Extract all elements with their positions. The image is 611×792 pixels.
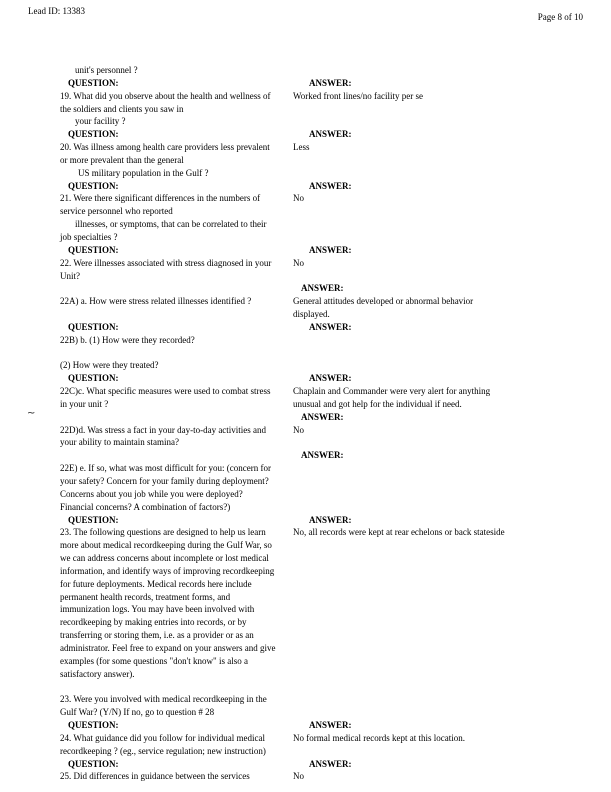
question-label: QUESTION: — [68, 720, 119, 731]
answer-text — [293, 668, 611, 681]
question-text: for future deployments. Medical records here include — [60, 578, 252, 589]
question-text: or more prevalent than the general — [60, 154, 184, 165]
question-label: QUESTION: — [68, 77, 119, 88]
answer-text — [293, 462, 611, 475]
qa-row — [0, 347, 611, 360]
answer-text: No — [293, 193, 304, 204]
question-text — [60, 282, 291, 295]
answer-text — [293, 565, 611, 578]
question-text: (2) How were they treated? — [60, 360, 159, 371]
answer-text — [293, 629, 611, 642]
question-text: 23. Were you involved with medical recordkeeping in the — [60, 694, 267, 705]
qa-row — [0, 334, 611, 347]
answer-label: ANSWER: — [309, 244, 352, 255]
qa-row — [0, 758, 611, 771]
qa-row — [0, 90, 611, 103]
question-label: QUESTION: — [68, 129, 119, 140]
qa-row — [0, 565, 611, 578]
answer-text — [293, 539, 611, 552]
question-text: service personnel who reported — [60, 206, 173, 217]
qa-row — [0, 103, 611, 116]
question-text: recordkeeping ? (eg., service regulation; new instruction) — [60, 745, 266, 756]
qa-row — [0, 398, 611, 411]
answer-text — [293, 334, 611, 347]
question-text: 25. Did differences in guidance between the services — [60, 771, 250, 782]
answer-label: ANSWER: — [309, 373, 352, 384]
page-number: Page 8 of 10 — [537, 12, 583, 22]
question-label: QUESTION: — [68, 758, 119, 769]
qa-row — [0, 359, 611, 372]
question-text: 22. Were illnesses associated with stress diagnosed in your — [60, 257, 272, 268]
answer-label: ANSWER: — [309, 758, 352, 769]
qa-row — [0, 436, 611, 449]
answer-text: displayed. — [293, 309, 330, 320]
answer-text: No — [293, 257, 304, 268]
answer-text — [293, 642, 611, 655]
qa-row — [0, 462, 611, 475]
answer-text — [293, 681, 611, 694]
qa-row — [0, 407, 611, 424]
answer-text: No — [293, 424, 304, 435]
answer-text — [293, 488, 611, 501]
answer-text: No formal medical records kept at this location. — [293, 732, 465, 743]
qa-row — [0, 385, 611, 398]
answer-label: ANSWER: — [309, 720, 352, 731]
question-text: the soldiers and clients you saw in — [60, 103, 184, 114]
qa-row — [0, 488, 611, 501]
qa-row — [0, 719, 611, 732]
question-text: we can address concerns about incomplete or lost medical — [60, 553, 269, 564]
question-text: examples (for some questions "don't know" is also a — [60, 655, 248, 666]
qa-row — [0, 578, 611, 591]
lead-id: Lead ID: 13383 — [28, 6, 85, 16]
qa-row — [0, 77, 611, 90]
answer-text: unusual and got help for the individual if need. — [293, 398, 462, 409]
question-text: unit's personnel ? — [75, 65, 138, 75]
question-label: QUESTION: — [68, 373, 119, 384]
qa-row — [0, 591, 611, 604]
answer-text — [308, 115, 611, 128]
answer-text — [293, 359, 611, 372]
answer-label: ANSWER: — [309, 321, 352, 332]
qa-row — [0, 308, 611, 321]
answer-text — [293, 603, 611, 616]
answer-text — [293, 706, 611, 719]
question-text: 22D)d. Was stress a fact in your day-to-day activities and — [60, 424, 267, 435]
qa-row — [0, 372, 611, 385]
qa-row — [0, 552, 611, 565]
question-label: QUESTION: — [68, 321, 119, 332]
question-text: US military population in the Gulf ? — [78, 167, 209, 178]
question-text: Concerns about you job while you were deployed? — [60, 488, 243, 499]
answer-text — [293, 745, 611, 758]
qa-row — [0, 218, 611, 231]
qa-row — [0, 539, 611, 552]
qa-row — [0, 424, 611, 437]
answer-text — [293, 103, 611, 116]
qa-row — [0, 180, 611, 193]
answer-text: No — [293, 771, 304, 782]
answer-label: ANSWER: — [301, 411, 344, 422]
answer-text — [308, 64, 611, 77]
qa-row — [0, 244, 611, 257]
answer-text — [293, 616, 611, 629]
question-text — [60, 411, 291, 424]
qa-row — [0, 501, 611, 514]
qa-row — [0, 154, 611, 167]
question-text — [60, 681, 291, 694]
answer-text — [293, 655, 611, 668]
qa-row — [0, 526, 611, 539]
question-text: 21. Were there significant differences in the numbers of — [60, 193, 261, 204]
qa-row — [0, 231, 611, 244]
answer-text — [293, 205, 611, 218]
question-text: 24. What guidance did you follow for individual medical — [60, 732, 266, 743]
qa-row — [0, 449, 611, 462]
question-text — [60, 347, 291, 360]
answer-label: ANSWER: — [309, 77, 352, 88]
question-text: in your unit ? — [60, 398, 109, 409]
question-text: transferring or storing them, i.e. as a provider or as an — [60, 630, 254, 641]
qa-row — [0, 668, 611, 681]
answer-text — [311, 167, 611, 180]
question-text: 22E) e. If so, what was most difficult for you: (concern for — [60, 463, 272, 474]
question-text: 23. The following questions are designed to help us learn — [60, 527, 266, 538]
answer-text: Less — [293, 142, 310, 153]
question-text: Unit? — [60, 270, 80, 281]
question-text: Financial concerns? A combination of factors?) — [60, 501, 231, 512]
answer-text: Chaplain and Commander were very alert for anything — [293, 386, 491, 397]
qa-row — [0, 681, 611, 694]
question-text: recordkeeping by making entries into records, or by — [60, 617, 247, 628]
qa-row — [0, 732, 611, 745]
answer-text — [308, 218, 611, 231]
qa-row — [0, 745, 611, 758]
qa-row — [0, 475, 611, 488]
question-text: 20. Was illness among health care providers less prevalent — [60, 142, 270, 153]
answer-label: ANSWER: — [301, 283, 344, 294]
answer-text: Worked front lines/no facility per se — [293, 90, 423, 101]
answer-text — [293, 693, 611, 706]
qa-row — [0, 603, 611, 616]
question-text: 22B) b. (1) How were they recorded? — [60, 334, 195, 345]
question-text — [60, 449, 291, 462]
qa-row — [0, 141, 611, 154]
question-label: QUESTION: — [68, 244, 119, 255]
answer-text — [293, 436, 611, 449]
answer-text — [293, 154, 611, 167]
answer-label: ANSWER: — [309, 129, 352, 140]
question-text: 19. What did you observe about the health and wellness of — [60, 90, 271, 101]
answer-label: ANSWER: — [301, 450, 344, 461]
question-text: job specialties ? — [60, 231, 118, 242]
question-text: your ability to maintain stamina? — [60, 437, 179, 448]
qa-row — [0, 64, 611, 77]
answer-text — [293, 591, 611, 604]
qa-row — [0, 693, 611, 706]
answer-text — [293, 270, 611, 283]
answer-text — [293, 501, 611, 514]
qa-rows — [0, 64, 611, 783]
qa-row — [0, 270, 611, 283]
question-text: Gulf War? (Y/N) If no, go to question # 28 — [60, 707, 215, 718]
qa-row — [0, 167, 611, 180]
qa-row — [0, 192, 611, 205]
qa-row — [0, 616, 611, 629]
question-text: immunization logs. You may have been involved with — [60, 604, 255, 615]
question-text: satisfactory answer). — [60, 668, 135, 679]
answer-text: General attitudes developed or abnormal behavior — [293, 296, 474, 307]
question-text: information, and identify ways of improving recordkeeping — [60, 565, 275, 576]
question-label: QUESTION: — [68, 514, 119, 525]
question-text: 22C)c. What specific measures were used to combat stress — [60, 386, 271, 397]
qa-row — [0, 629, 611, 642]
answer-text — [293, 231, 611, 244]
question-text — [60, 308, 291, 321]
answer-text — [293, 475, 611, 488]
question-text: administrator. Feel free to expand on your answers and give — [60, 642, 276, 653]
qa-row — [0, 655, 611, 668]
question-text: your safety? Concern for your family during deployment? — [60, 476, 269, 486]
handwritten-mark: ~ — [27, 407, 36, 419]
qa-row — [0, 642, 611, 655]
answer-label: ANSWER: — [309, 180, 352, 191]
question-text: illnesses, or symptoms, that can be correlated to their — [75, 219, 267, 230]
question-text: permanent health records, treatment forms, and — [60, 591, 231, 602]
answer-text — [293, 552, 611, 565]
question-text: 22A) a. How were stress related illnesses identified ? — [60, 296, 252, 307]
question-text: your facility ? — [75, 116, 126, 127]
qa-row — [0, 295, 611, 308]
qa-row — [0, 257, 611, 270]
qa-row — [0, 128, 611, 141]
answer-text: No, all records were kept at rear echelons or back stateside — [293, 527, 505, 538]
answer-label: ANSWER: — [309, 514, 352, 525]
qa-row — [0, 321, 611, 334]
qa-row — [0, 514, 611, 527]
question-text: more about medical recordkeeping during the Gulf War, so — [60, 540, 272, 551]
answer-text — [293, 347, 611, 360]
qa-row — [0, 770, 611, 783]
qa-row — [0, 282, 611, 295]
qa-row — [0, 205, 611, 218]
qa-row — [0, 706, 611, 719]
answer-text — [293, 578, 611, 591]
qa-row — [0, 115, 611, 128]
question-label: QUESTION: — [68, 180, 119, 191]
